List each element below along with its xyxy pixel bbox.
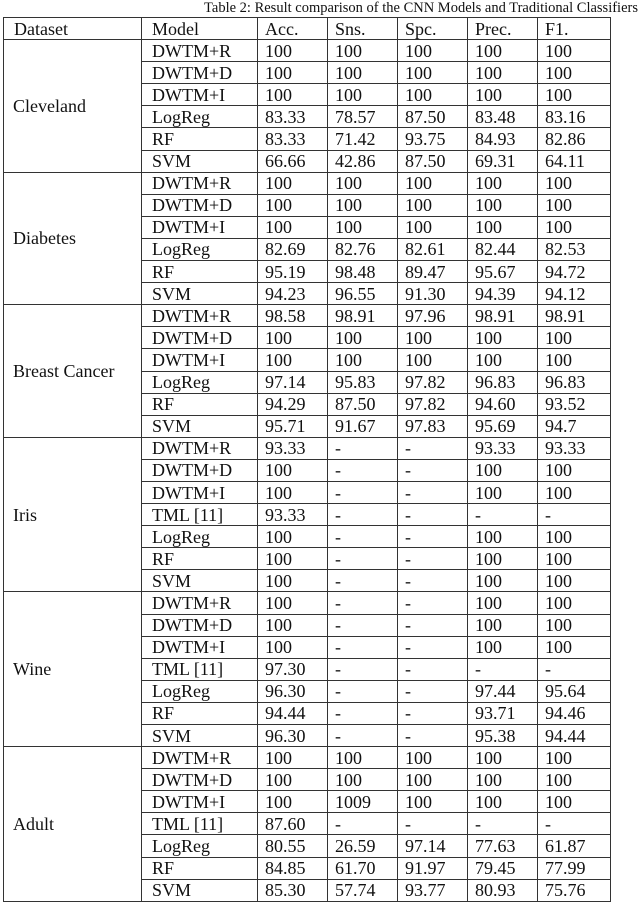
model-cell: DWTM+R [142,305,258,327]
sns-cell: 100 [328,194,398,216]
prec-cell: 93.71 [468,702,538,724]
f1-cell: 100 [538,40,611,62]
f1-cell: 100 [538,636,611,658]
sns-cell: 26.59 [328,835,398,857]
acc-cell: 98.58 [258,305,328,327]
prec-cell: 100 [468,636,538,658]
acc-cell: 100 [258,526,328,548]
sns-cell: - [328,592,398,614]
model-cell: DWTM+I [142,84,258,106]
sns-cell: 100 [328,84,398,106]
spc-cell: - [398,526,468,548]
sns-cell: 100 [328,40,398,62]
sns-cell: - [328,702,398,724]
spc-cell: 100 [398,40,468,62]
f1-cell: 82.86 [538,128,611,150]
sns-cell: 100 [328,62,398,84]
sns-cell: 100 [328,747,398,769]
model-cell: DWTM+R [142,747,258,769]
sns-cell: 95.83 [328,371,398,393]
model-cell: TML [11] [142,813,258,835]
spc-cell: 100 [398,216,468,238]
acc-cell: 100 [258,592,328,614]
header-row [4,18,611,40]
prec-cell: 100 [468,216,538,238]
prec-cell: 100 [468,769,538,791]
model-cell: DWTM+D [142,327,258,349]
f1-cell: 93.33 [538,437,611,459]
model-cell: DWTM+R [142,592,258,614]
spc-cell: - [398,548,468,570]
f1-cell: 100 [538,216,611,238]
prec-cell: - [468,813,538,835]
f1-cell: 100 [538,570,611,592]
spc-cell: 93.77 [398,879,468,901]
sns-cell: - [328,548,398,570]
model-cell: LogReg [142,106,258,128]
spc-cell: 97.83 [398,415,468,437]
model-cell: DWTM+R [142,40,258,62]
acc-cell: 100 [258,481,328,503]
f1-cell: 100 [538,172,611,194]
prec-cell: 84.93 [468,128,538,150]
f1-cell: 94.44 [538,725,611,747]
model-cell: SVM [142,415,258,437]
prec-cell: 100 [468,40,538,62]
table-row [4,592,611,614]
prec-cell: 94.60 [468,393,538,415]
spc-cell: 93.75 [398,128,468,150]
dataset-cell: Breast Cancer [4,305,142,438]
prec-cell: 100 [468,526,538,548]
sns-cell: - [328,481,398,503]
acc-cell: 100 [258,84,328,106]
table-row [4,305,611,327]
f1-cell: 100 [538,747,611,769]
f1-cell: 98.91 [538,305,611,327]
sns-cell: 100 [328,349,398,371]
acc-cell: 87.60 [258,813,328,835]
sns-cell: 82.76 [328,238,398,260]
sns-cell: - [328,614,398,636]
acc-cell: 97.14 [258,371,328,393]
f1-cell: 75.76 [538,879,611,901]
sns-cell: - [328,680,398,702]
spc-cell: - [398,725,468,747]
model-cell: DWTM+D [142,194,258,216]
results-table [3,17,611,902]
acc-cell: 80.55 [258,835,328,857]
model-cell: RF [142,548,258,570]
f1-cell: 100 [538,84,611,106]
model-cell: DWTM+R [142,437,258,459]
f1-cell: 77.99 [538,857,611,879]
model-cell: SVM [142,150,258,172]
sns-cell: - [328,725,398,747]
f1-cell: 93.52 [538,393,611,415]
header-prec: Prec. [468,18,538,40]
spc-cell: 89.47 [398,261,468,283]
acc-cell: 82.69 [258,238,328,260]
sns-cell: - [328,636,398,658]
model-cell: DWTM+I [142,349,258,371]
acc-cell: 100 [258,570,328,592]
acc-cell: 95.19 [258,261,328,283]
spc-cell: - [398,636,468,658]
model-cell: DWTM+D [142,459,258,481]
acc-cell: 100 [258,747,328,769]
prec-cell: 100 [468,747,538,769]
acc-cell: 100 [258,614,328,636]
model-cell: RF [142,857,258,879]
sns-cell: 100 [328,769,398,791]
f1-cell: - [538,504,611,526]
sns-cell: 100 [328,216,398,238]
prec-cell: 79.45 [468,857,538,879]
f1-cell: 100 [538,548,611,570]
prec-cell: 82.44 [468,238,538,260]
prec-cell: - [468,504,538,526]
acc-cell: 85.30 [258,879,328,901]
acc-cell: 84.85 [258,857,328,879]
prec-cell: 100 [468,614,538,636]
spc-cell: 82.61 [398,238,468,260]
model-cell: RF [142,702,258,724]
sns-cell: 57.74 [328,879,398,901]
sns-cell: 91.67 [328,415,398,437]
prec-cell: 100 [468,481,538,503]
spc-cell: 100 [398,62,468,84]
acc-cell: 100 [258,40,328,62]
sns-cell: 100 [328,327,398,349]
header-dataset: Dataset [4,18,142,40]
spc-cell: 100 [398,747,468,769]
model-cell: RF [142,128,258,150]
prec-cell: 100 [468,548,538,570]
f1-cell: 100 [538,349,611,371]
spc-cell: 100 [398,769,468,791]
dataset-cell: Iris [4,437,142,592]
model-cell: LogReg [142,526,258,548]
spc-cell: 100 [398,172,468,194]
prec-cell: 100 [468,172,538,194]
spc-cell: 100 [398,327,468,349]
prec-cell: 100 [468,592,538,614]
prec-cell: 100 [468,349,538,371]
f1-cell: 100 [538,526,611,548]
model-cell: LogReg [142,680,258,702]
model-cell: DWTM+D [142,62,258,84]
f1-cell: 82.53 [538,238,611,260]
f1-cell: - [538,813,611,835]
model-cell: DWTM+D [142,614,258,636]
acc-cell: 94.44 [258,702,328,724]
acc-cell: 100 [258,172,328,194]
spc-cell: 97.82 [398,371,468,393]
prec-cell: 100 [468,84,538,106]
spc-cell: - [398,813,468,835]
f1-cell: 100 [538,769,611,791]
acc-cell: 100 [258,216,328,238]
prec-cell: 100 [468,194,538,216]
acc-cell: 97.30 [258,658,328,680]
acc-cell: 83.33 [258,106,328,128]
sns-cell: - [328,813,398,835]
f1-cell: 96.83 [538,371,611,393]
acc-cell: 100 [258,194,328,216]
prec-cell: 96.83 [468,371,538,393]
prec-cell: 100 [468,459,538,481]
prec-cell: 95.67 [468,261,538,283]
model-cell: RF [142,261,258,283]
header-f1: F1. [538,18,611,40]
spc-cell: 97.82 [398,393,468,415]
f1-cell: 100 [538,614,611,636]
prec-cell: 97.44 [468,680,538,702]
acc-cell: 100 [258,769,328,791]
f1-cell: 95.64 [538,680,611,702]
dataset-cell: Cleveland [4,40,142,173]
f1-cell: 100 [538,327,611,349]
spc-cell: - [398,504,468,526]
model-cell: DWTM+I [142,216,258,238]
acc-cell: 100 [258,636,328,658]
model-cell: DWTM+D [142,769,258,791]
f1-cell: 94.46 [538,702,611,724]
sns-cell: 87.50 [328,393,398,415]
spc-cell: - [398,437,468,459]
f1-cell: 94.7 [538,415,611,437]
sns-cell: - [328,437,398,459]
f1-cell: 61.87 [538,835,611,857]
sns-cell: 98.48 [328,261,398,283]
acc-cell: 100 [258,548,328,570]
model-cell: SVM [142,725,258,747]
dataset-cell: Adult [4,747,142,902]
acc-cell: 83.33 [258,128,328,150]
spc-cell: 97.14 [398,835,468,857]
model-cell: SVM [142,570,258,592]
header-model: Model [142,18,258,40]
spc-cell: 87.50 [398,150,468,172]
spc-cell: 87.50 [398,106,468,128]
f1-cell: 100 [538,481,611,503]
spc-cell: 100 [398,84,468,106]
model-cell: TML [11] [142,504,258,526]
spc-cell: - [398,481,468,503]
acc-cell: 100 [258,62,328,84]
spc-cell: - [398,459,468,481]
header-sns: Sns. [328,18,398,40]
model-cell: DWTM+I [142,636,258,658]
spc-cell: 100 [398,349,468,371]
spc-cell: - [398,570,468,592]
prec-cell: 100 [468,327,538,349]
model-cell: DWTM+I [142,791,258,813]
prec-cell: 95.38 [468,725,538,747]
prec-cell: 100 [468,62,538,84]
acc-cell: 100 [258,327,328,349]
f1-cell: 100 [538,459,611,481]
acc-cell: 100 [258,349,328,371]
model-cell: SVM [142,879,258,901]
model-cell: LogReg [142,371,258,393]
header-spc: Spc. [398,18,468,40]
f1-cell: 94.72 [538,261,611,283]
sns-cell: - [328,459,398,481]
acc-cell: 95.71 [258,415,328,437]
acc-cell: 93.33 [258,504,328,526]
model-cell: LogReg [142,835,258,857]
spc-cell: 97.96 [398,305,468,327]
sns-cell: 78.57 [328,106,398,128]
acc-cell: 66.66 [258,150,328,172]
acc-cell: 94.29 [258,393,328,415]
model-cell: RF [142,393,258,415]
model-cell: TML [11] [142,658,258,680]
table-row [4,437,611,459]
acc-cell: 94.23 [258,283,328,305]
acc-cell: 100 [258,791,328,813]
acc-cell: 93.33 [258,437,328,459]
f1-cell: 94.12 [538,283,611,305]
table-body [4,40,611,902]
model-cell: DWTM+R [142,172,258,194]
sns-cell: 42.86 [328,150,398,172]
spc-cell: 100 [398,791,468,813]
spc-cell: - [398,592,468,614]
model-cell: LogReg [142,238,258,260]
spc-cell: - [398,680,468,702]
f1-cell: 100 [538,62,611,84]
acc-cell: 100 [258,459,328,481]
f1-cell: 100 [538,194,611,216]
f1-cell: 64.11 [538,150,611,172]
dataset-cell: Diabetes [4,172,142,305]
sns-cell: - [328,570,398,592]
spc-cell: 100 [398,194,468,216]
acc-cell: 96.30 [258,680,328,702]
table-caption: Table 2: Result comparison of the CNN Models and Traditional Classifiers [204,0,638,16]
model-cell: SVM [142,283,258,305]
dataset-cell: Wine [4,592,142,747]
prec-cell: 95.69 [468,415,538,437]
sns-cell: 100 [328,172,398,194]
f1-cell: - [538,658,611,680]
sns-cell: 71.42 [328,128,398,150]
spc-cell: - [398,702,468,724]
model-cell: DWTM+I [142,481,258,503]
table-row [4,172,611,194]
f1-cell: 100 [538,592,611,614]
prec-cell: 93.33 [468,437,538,459]
spc-cell: 91.30 [398,283,468,305]
table-row [4,747,611,769]
sns-cell: 61.70 [328,857,398,879]
f1-cell: 83.16 [538,106,611,128]
prec-cell: 80.93 [468,879,538,901]
spc-cell: - [398,658,468,680]
prec-cell: - [468,658,538,680]
sns-cell: 1009 [328,791,398,813]
prec-cell: 94.39 [468,283,538,305]
sns-cell: - [328,658,398,680]
prec-cell: 100 [468,570,538,592]
sns-cell: - [328,526,398,548]
f1-cell: 100 [538,791,611,813]
prec-cell: 77.63 [468,835,538,857]
sns-cell: - [328,504,398,526]
sns-cell: 98.91 [328,305,398,327]
prec-cell: 83.48 [468,106,538,128]
prec-cell: 98.91 [468,305,538,327]
spc-cell: - [398,614,468,636]
prec-cell: 100 [468,791,538,813]
sns-cell: 96.55 [328,283,398,305]
table-row [4,40,611,62]
header-acc: Acc. [258,18,328,40]
prec-cell: 69.31 [468,150,538,172]
spc-cell: 91.97 [398,857,468,879]
acc-cell: 96.30 [258,725,328,747]
